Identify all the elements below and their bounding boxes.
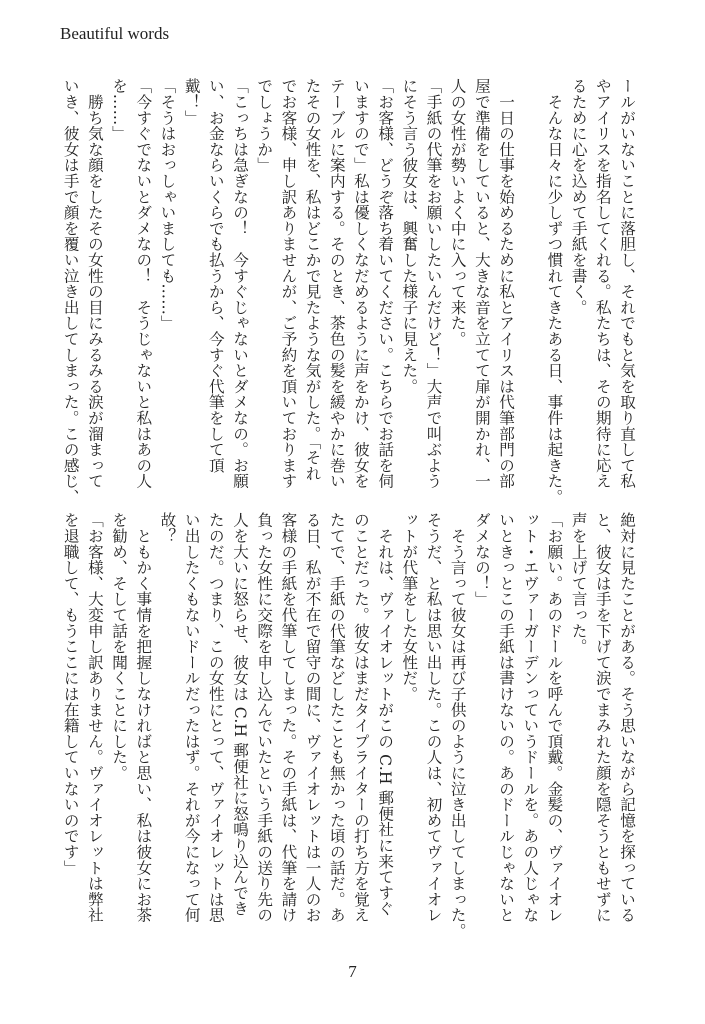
text-column: いますので」私は優しくなだめるように声をかけ、彼女を [351,78,370,489]
text-column: たその女性を、私はどこかで見たような気がした。「それ [303,78,322,481]
text-column: 一日の仕事を始めるために私とアイリスは代筆部門の部 [497,78,516,489]
text-column: そう言って彼女は再び子供のように泣き出してしまった。 [448,512,467,939]
text-column: ダメなの！」 [472,512,491,607]
text-column: でお客様、申し訳ありませんが、ご予約を頂いております [279,78,298,489]
text-column: 故？ [158,512,177,544]
text-column: と、彼女は手を下げて涙でまみれた顔を隠そうともせずに [593,512,612,923]
text-column: 絶対に見たことがある。そう思いながら記憶を探っている [618,512,636,923]
text-column [518,78,542,498]
text-column: 戴！」 [182,78,201,126]
text-column: い、お金ならいくらでも払うから、今すぐ代筆をして頂 [206,78,225,473]
text-column: テーブルに案内する。そのとき、茶色の髪を緩やかに巻い [327,78,346,489]
text-column: いき、彼女は手で顔を覆い泣き出してしまった。この感じ、 [61,78,80,505]
text-column: 「手紙の代筆をお願いしたいんだけど！」大声で叫ぶよう [424,78,443,489]
text-column: 「お客様、大変申し訳ありません。ヴァイオレットは弊社 [85,512,104,923]
text-column: にそう言う彼女は、興奮した様子に見えた。 [400,78,419,394]
text-column: ットが代筆をした女性だ。 [400,512,419,702]
text-column: ともかく事情を把握しなければと思い、私は彼女にお茶 [134,512,153,923]
text-column: 客様の手紙を代筆してしまった。その手紙は、代筆を請け [279,512,298,923]
running-header: Beautiful words [60,24,170,43]
text-column: 「こっちは急ぎなの！ 今すぐじゃないとダメなの。お願 [231,78,249,489]
text-column: そうだ、と私は思い出した。この人は、初めてヴァイオレ [424,512,443,923]
text-column: ット・エヴァーガーデンっていうドールを。あの人じゃな [521,512,540,923]
page-number: 7 [348,962,357,981]
text-column: それは、ヴァイオレットがこの C.H 郵便社に来てすぐ [376,512,395,917]
text-column: 負った女性に交際を申し込んでいたという手紙の送り先の [255,512,274,923]
text-column: を……」 [110,78,129,142]
text-column: 人を大いに怒らせ、彼女は C.H 郵便社に怒鳴り込んでき [231,512,249,917]
text-column: 勝ち気な顔をしたその女性の目にみるみる涙が溜まって [85,78,104,489]
text-column: やアイリスを指名してくれる。私たちは、その期待に応え [593,78,612,489]
text-column: 人の女性が勢いよく中に入って来た。 [448,78,467,347]
text-block-top [59,78,640,505]
text-column: い出したくもないドールだったはず。それが今になって何 [182,512,201,923]
text-column: たてで、手紙の代筆などしたことも無かった頃の話だ。あ [327,512,346,923]
text-column: 声を上げて言った。 [569,512,588,655]
text-column: でしょうか」 [255,78,274,173]
text-column: いときっとこの手紙は書けないの。あのドールじゃないと [497,512,516,923]
text-column: 屋で準備をしていると、大きな音を立てて扉が開かれ、一 [472,78,491,489]
text-column: を退職して、もうここには在籍していないのです」 [61,512,80,876]
text-column: 「今すぐでないとダメなの！ そうじゃないと私はあの人 [134,78,153,489]
text-block-bottom [59,512,640,939]
text-column: を勧め、そして話を聞くことにした。 [110,512,129,781]
text-column: たのだ。つまり、この女性にとって、ヴァイオレットは思 [206,512,225,923]
text-column: ールがいないことに落胆し、それでもと気を取り直して私 [618,78,636,489]
text-column: のことだった。彼女はまだタイプライターの打ち方を覚え [351,512,370,923]
text-column: そんな日々に少しずつ慣れてきたある日、事件は起きた。 [545,78,564,505]
text-column: 「お願い。あのドールを呼んで頂戴。金髪の、ヴァイオレ [545,512,564,923]
text-column: るために心を込めて手紙を書く。 [569,78,588,315]
text-column: 「お客様、どうぞ落ち着いてください。こちらでお話を伺 [376,78,395,489]
text-column: る日、私が不在で留守の間に、ヴァイオレットは一人のお [303,512,322,923]
text-column: 「そうはおっしゃいましても……」 [158,78,177,331]
